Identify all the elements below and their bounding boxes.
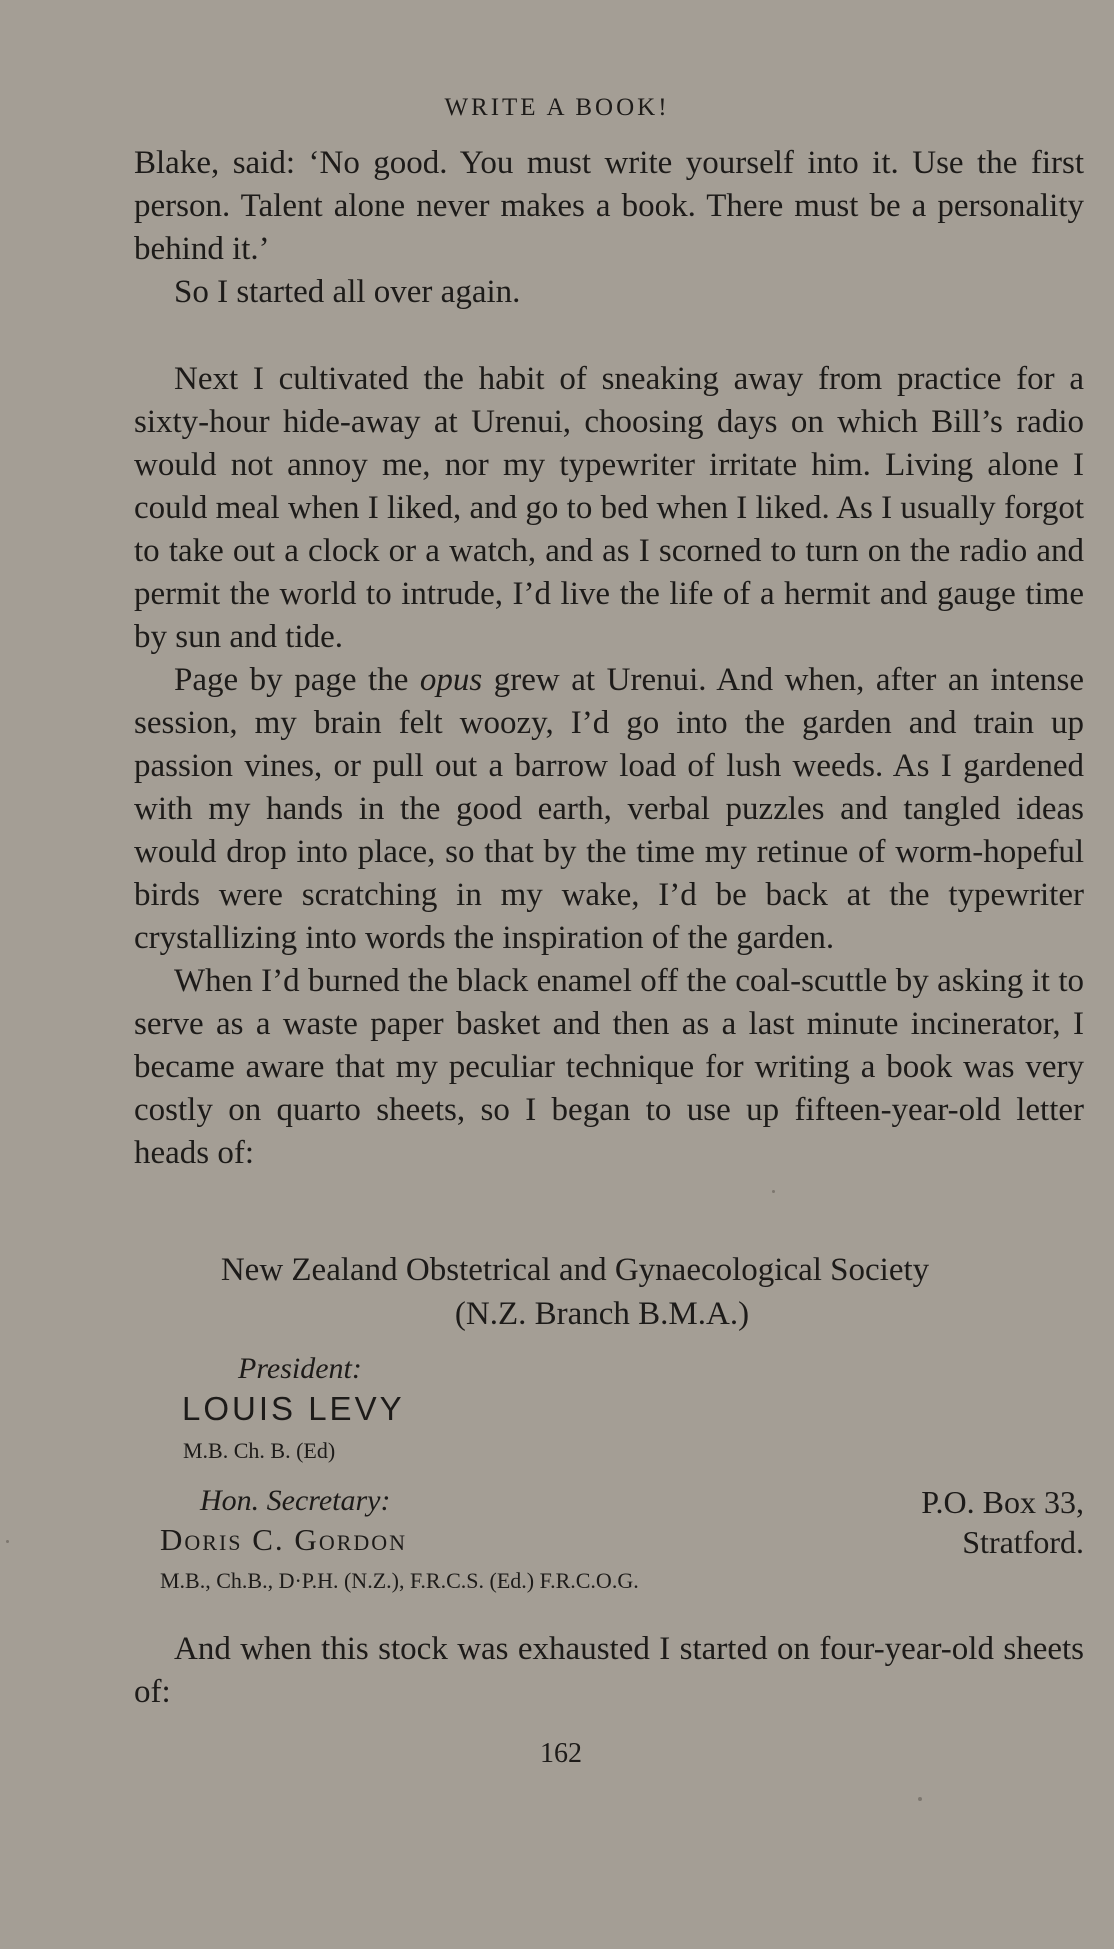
secretary-qualifications: M.B., Ch.B., D·P.H. (N.Z.), F.R.C.S. (Ed.) F.R.C.O.G. <box>160 1568 639 1593</box>
letterhead-branch: (N.Z. Branch B.M.A.) <box>454 1296 750 1332</box>
president-qualifications: M.B. Ch. B. (Ed) <box>183 1438 336 1463</box>
opus-before: Page by page the <box>174 662 420 698</box>
letterhead-block <box>0 1250 1114 1610</box>
address-town: Stratford. <box>962 1524 1084 1560</box>
president-label: President: <box>238 1352 362 1385</box>
running-head: WRITE A BOOK! <box>444 94 670 121</box>
paragraph-opus <box>134 659 1084 960</box>
paragraph-hide-away: Next I cultivated the habit of sneaking away from practice for a sixty-hour hide-away at Urenui, choosing days on which Bill’s radio would not annoy me, nor my typewriter irritate him. Living alone I could meal when I liked, and go to bed when I liked. As I usually forgot to take out a clock or a watch, and as I scorned to turn on the radio and permit the world to intrude, I’d live the life of a hermit and gauge time by sun and tide. <box>134 361 1084 655</box>
paragraph-coal-scuttle: When I’d burned the black enamel off the coal-scuttle by asking it to serve as a waste paper basket and then as a last minute incinerator, I became aware that my peculiar technique for writing a book was very costly on quarto sheets, so I began to use up fifteen-year-old letter heads of: <box>134 963 1084 1171</box>
text-block-middle <box>134 358 1084 1175</box>
text-block-top <box>134 142 1084 314</box>
page-number: 162 <box>540 1738 582 1769</box>
secretary-label: Hon. Secretary: <box>200 1484 391 1517</box>
secretary-name: Doris C. Gordon <box>160 1522 408 1557</box>
text-block-bottom <box>134 1628 1084 1714</box>
opus-after: grew at Urenui. And when, after an intense session, my brain felt woozy, I’d go into the garden and train up passion vines, or pull out a barrow load of lush weeds. As I gardened with my hands in the good earth, verbal puzzles and tangled ideas would drop into place, so that by the time my retinue of worm-hopeful birds were scratching in my wake, I’d be back at the typewriter crystallizing into words the inspiration of the garden. <box>134 662 1084 956</box>
president-name: LOUIS LEVY <box>182 1390 405 1427</box>
address-po-box: P.O. Box 33, <box>921 1484 1084 1520</box>
paper-speck <box>918 1797 922 1801</box>
paper-speck <box>772 1190 775 1193</box>
letterhead-society: New Zealand Obstetrical and Gynaecological Society <box>220 1252 930 1288</box>
opus-emphasis: opus <box>419 662 483 698</box>
paragraph-started-over: So I started all over again. <box>174 274 521 310</box>
paragraph-stock-exhausted: And when this stock was exhausted I started on four-year-old sheets of: <box>134 1631 1084 1710</box>
paragraph-blake-quote: Blake, said: ‘No good. You must write yourself into it. Use the first person. Talent alone never makes a book. There must be a personality behind it.’ <box>134 145 1084 267</box>
paper-speck <box>6 1540 9 1543</box>
